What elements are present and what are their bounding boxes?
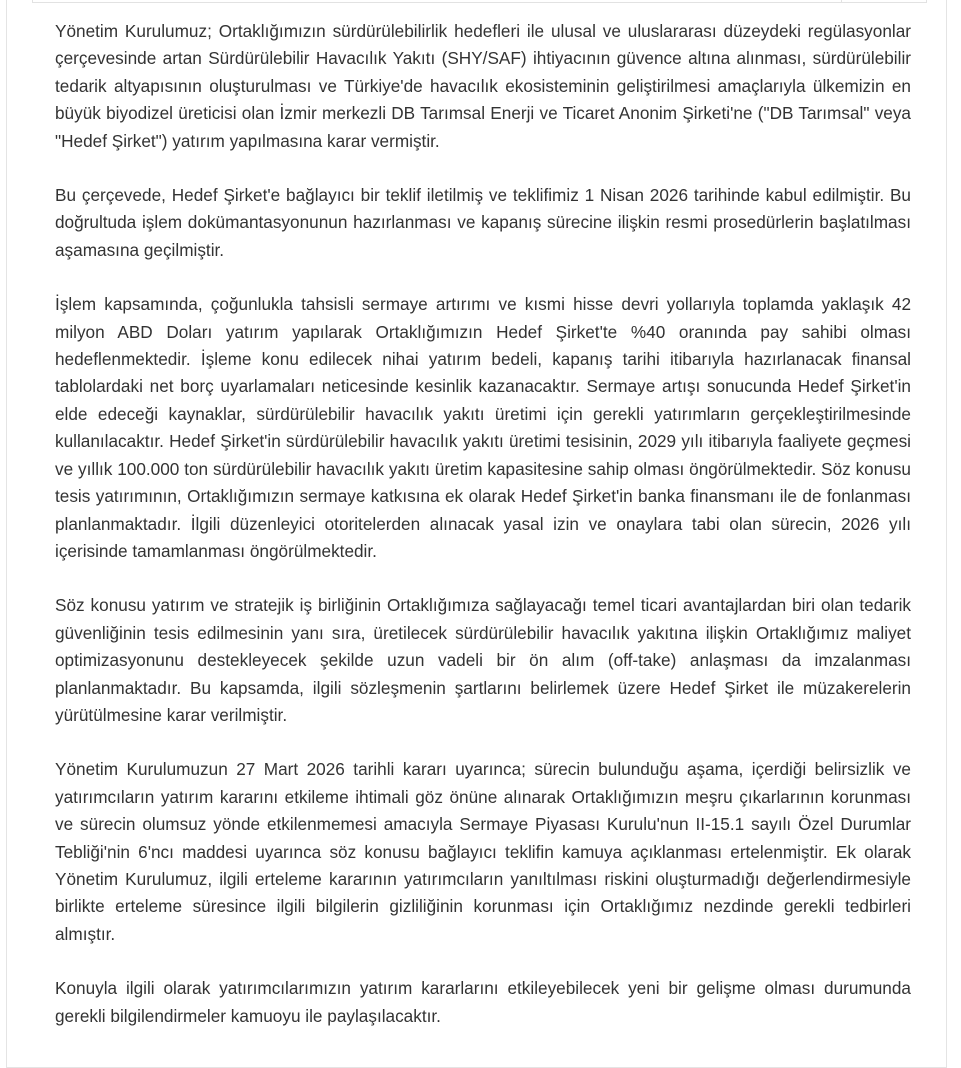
announcement-body: [55, 18, 911, 1057]
paragraph-future-disclosure: Konuyla ilgili olarak yatırımcılarımızın yatırım kararlarını etkileyebilecek yeni bir gelişme olması durumunda gerekli bilgilendirmeler kamuoyu ile paylaşılacaktır.: [55, 978, 911, 1026]
paragraph-binding-offer: Bu çerçevede, Hedef Şirket'e bağlayıcı bir teklif iletilmiş ve teklifimiz 1 Nisan 2026 tarihinde kabul edilmiştir. Bu doğrultuda işlem dokümantasyonunun hazırlanması ve kapanış sürecine ilişkin resmi prosedürlerin başlatılması aşamasına geçilmiştir.: [55, 185, 911, 260]
paragraph-disclosure-deferral: Yönetim Kurulumuzun 27 Mart 2026 tarihli kararı uyarınca; sürecin bulunduğu aşama, içerdiği belirsizlik ve yatırımcıların yatırım kararını etkileme ihtimali göz önüne alınarak Ortaklığımızın meşru çıkarlarının korunması ve sürecin olumsuz yönde etkilenmemesi amacıyla Sermaye Piyasası Kurulu'nun II-15.1 sayılı Özel Durumlar Tebliği'nin 6'ncı maddesi uyarınca söz konusu bağlayıcı teklifin kamuya açıklanması ertelenmiştir. Ek olarak Yönetim Kurulumuz, ilgili erteleme kararının yatırımcıların yanıltılması riskini oluşturmadığı değerlendirmesiyle birlikte erteleme süresince ilgili bilgilerin gizliliğinin korunması için Ortaklığımız nezdinde gerekli tedbirleri almıştır.: [55, 759, 911, 944]
paragraph-investment-decision: Yönetim Kurulumuz; Ortaklığımızın sürdürülebilirlik hedefleri ile ulusal ve uluslararası düzeydeki regülasyonlar çerçevesinde artan Sürdürülebilir Havacılık Yakıtı (SHY/SAF) ihtiyacının güvence altına alınması, sürdürülebilir tedarik altyapısının oluşturulması ve Türkiye'de havacılık ekosisteminin geliştirilmesi amaçlarıyla ülkemizin en büyük biyodizel üreticisi olan İzmir merkezli DB Tarımsal Enerji ve Ticaret Anonim Şirketi'ne ("DB Tarımsal" veya "Hedef Şirket") yatırım yapılmasına karar vermiştir.: [55, 21, 911, 151]
paragraph-offtake-agreement: Söz konusu yatırım ve stratejik iş birliğinin Ortaklığımıza sağlayacağı temel ticari avantajlardan biri olan tedarik güvenliğinin tesis edilmesinin yanı sıra, üretilecek sürdürülebilir havacılık yakıtına ilişkin Ortaklığımız maliyet optimizasyonunu destekleyecek şekilde uzun vadeli bir ön alım (off-take) anlaşması da imzalanması planlanmaktadır. Bu kapsamda, ilgili sözleşmenin şartlarını belirlemek üzere Hedef Şirket ile müzakerelerin yürütülmesine karar verilmiştir.: [55, 595, 911, 725]
paragraph-transaction-scope: İşlem kapsamında, çoğunlukla tahsisli sermaye artırımı ve kısmi hisse devri yollarıyla toplamda yaklaşık 42 milyon ABD Doları yatırım yapılarak Ortaklığımızın Hedef Şirket'te %40 oranında pay sahibi olması hedeflenmektedir. İşleme konu edilecek nihai yatırım bedeli, kapanış tarihi itibarıyla hazırlanacak finansal tablolardaki net borç uyarlamaları neticesinde kesinlik kazanacaktır. Sermaye artışı sonucunda Hedef Şirket'in elde edeceği kaynaklar, sürdürülebilir havacılık yakıtı üretimi için gerekli yatırımların gerçekleştirilmesinde kullanılacaktır. Hedef Şirket'in sürdürülebilir havacılık yakıtı üretimi tesisinin, 2029 yılı itibarıyla faaliyete geçmesi ve yıllık 100.000 ton sürdürülebilir havacılık yakıtı üretim kapasitesine sahip olması öngörülmektedir. Söz konusu tesis yatırımının, Ortaklığımızın sermaye katkısına ek olarak Hedef Şirket'in banka finansmanı ile de fonlanması planlanmaktadır. İlgili düzenleyici otoritelerden alınacak yasal izin ve onaylara tabi olan sürecin, 2026 yılı içerisinde tamamlanması öngörülmektedir.: [55, 294, 911, 561]
header-divider: [841, 0, 842, 3]
table-header-strip: [32, 0, 927, 3]
